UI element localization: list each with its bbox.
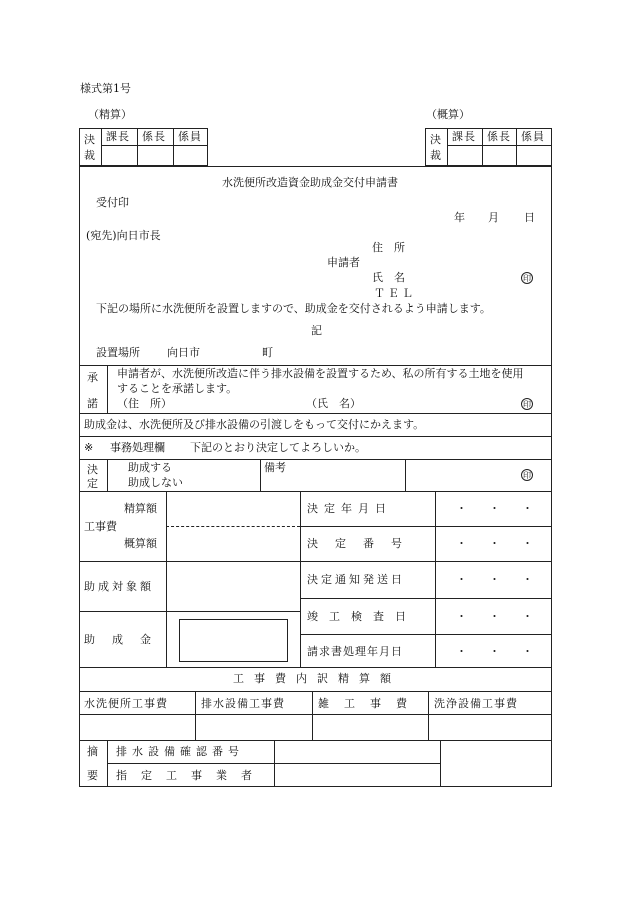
- divider-decision-top: [79, 459, 552, 460]
- construction-cost-label: 工事費: [84, 520, 117, 533]
- decision-char-2: 定: [87, 477, 98, 490]
- divider-office-top: [79, 436, 552, 437]
- dots-row1: ・ ・ ・: [456, 502, 533, 515]
- location-town: 町: [262, 346, 273, 359]
- subsidy-note: 助成金は、水洗便所及び排水設備の引渡しをもって交付にかえます。: [84, 418, 425, 431]
- subsidy-label: 助 成 金: [84, 633, 154, 646]
- consent-address-label: （住 所）: [117, 397, 172, 410]
- approver-kakariin-right: 係員: [521, 130, 545, 143]
- drainage-confirmation-number-label: 排水設備確認番号: [116, 745, 244, 758]
- location-city: 向日市: [167, 346, 200, 359]
- decision-seal-mark: 印: [523, 471, 531, 480]
- decision-grant: 助成する: [128, 461, 172, 474]
- breakdown-title: 工事費内訳精算額: [233, 672, 401, 685]
- decision-number-label: 決定番号: [307, 537, 419, 550]
- summary-char-1: 摘: [87, 745, 98, 758]
- dots-row3: ・ ・ ・: [456, 573, 533, 586]
- applicant-address-label: 住 所: [372, 241, 405, 254]
- applicant-name-label: 氏 名: [372, 271, 405, 284]
- remarks-label: 備考: [264, 461, 286, 474]
- approver-kakaricho-right: 係長: [487, 130, 511, 143]
- designated-contractor-label: 指定工事業者: [116, 769, 266, 782]
- approver-kacho-right: 課長: [452, 130, 476, 143]
- approver-kacho: 課長: [106, 130, 130, 143]
- office-text: 下記のとおり決定してよろしいか。: [190, 441, 366, 454]
- estimated-amount-label: 概算額: [124, 537, 157, 550]
- consent-char-1: 承: [87, 371, 98, 384]
- kessai-char-2-right: 裁: [430, 149, 441, 162]
- ki-heading: 記: [311, 324, 322, 337]
- invoice-date-label: 請求書処理年月日: [307, 645, 403, 658]
- dots-row5: ・ ・ ・: [456, 645, 533, 658]
- reception-stamp-label: 受付印: [96, 196, 129, 209]
- col-misc-cost: 雑 工 事 費: [318, 697, 409, 710]
- consent-char-2: 諾: [87, 397, 98, 410]
- tel-label: ＴＥＬ: [374, 287, 416, 300]
- target-amount-label: 助成対象額: [84, 580, 154, 593]
- decision-date-label: 決定年月日: [307, 502, 392, 515]
- gaisan-label: （概算）: [426, 108, 470, 121]
- office-label: 事務処理欄: [110, 441, 165, 454]
- decision-notice-date-label: 決定通知発送日: [307, 573, 405, 586]
- date-day: 日: [524, 211, 535, 224]
- divider-consent-top: [79, 365, 552, 366]
- approver-kakariin: 係員: [178, 130, 202, 143]
- date-month: 月: [488, 211, 499, 224]
- location-label: 設置場所: [96, 346, 140, 359]
- col-flush-cost: 洗浄設備工事費: [434, 697, 518, 710]
- dots-row4: ・ ・ ・: [456, 610, 533, 623]
- kessai-char-2: 裁: [84, 149, 95, 162]
- col-drainage-cost: 排水設備工事費: [201, 697, 285, 710]
- consent-text-line2: することを承諾します。: [117, 382, 238, 395]
- form-title: 水洗便所改造資金助成金交付申請書: [222, 176, 398, 189]
- approver-kakaricho: 係長: [142, 130, 166, 143]
- col-toilet-cost: 水洗便所工事費: [84, 697, 168, 710]
- form-number: 様式第1号: [80, 82, 131, 95]
- divider-note-top: [79, 413, 552, 414]
- dots-row2: ・ ・ ・: [456, 537, 533, 550]
- office-mark: ※: [84, 441, 94, 454]
- addressee: (宛先)向日市長: [86, 229, 161, 242]
- decision-char-1: 決: [87, 463, 98, 476]
- inspection-date-label: 竣工検査日: [307, 610, 417, 623]
- kessai-char-1: 決: [84, 133, 95, 146]
- consent-text-line1: 申請者が、水洗便所改造に伴う排水設備を設置するため、私の所有する土地を使用: [117, 367, 524, 380]
- date-year: 年: [454, 211, 465, 224]
- consent-name-label: （氏 名）: [306, 397, 361, 410]
- summary-char-2: 要: [87, 769, 98, 782]
- subsidy-amount-box[interactable]: [179, 619, 288, 662]
- seal-mark: 印: [523, 274, 531, 283]
- applicant-label: 申請者: [327, 256, 360, 269]
- application-statement: 下記の場所に水洗便所を設置しますので、助成金を交付されるよう申請します。: [96, 302, 491, 315]
- decision-no-grant: 助成しない: [128, 476, 183, 489]
- divider-grid-top: [79, 491, 552, 492]
- divider-consent-vertical: [107, 365, 108, 413]
- consent-seal-mark: 印: [523, 400, 531, 409]
- seisan-label: （精算）: [88, 108, 132, 121]
- kessai-char-1-right: 決: [430, 133, 441, 146]
- divider-breakdown-top: [79, 667, 552, 668]
- settled-amount-label: 精算額: [124, 502, 157, 515]
